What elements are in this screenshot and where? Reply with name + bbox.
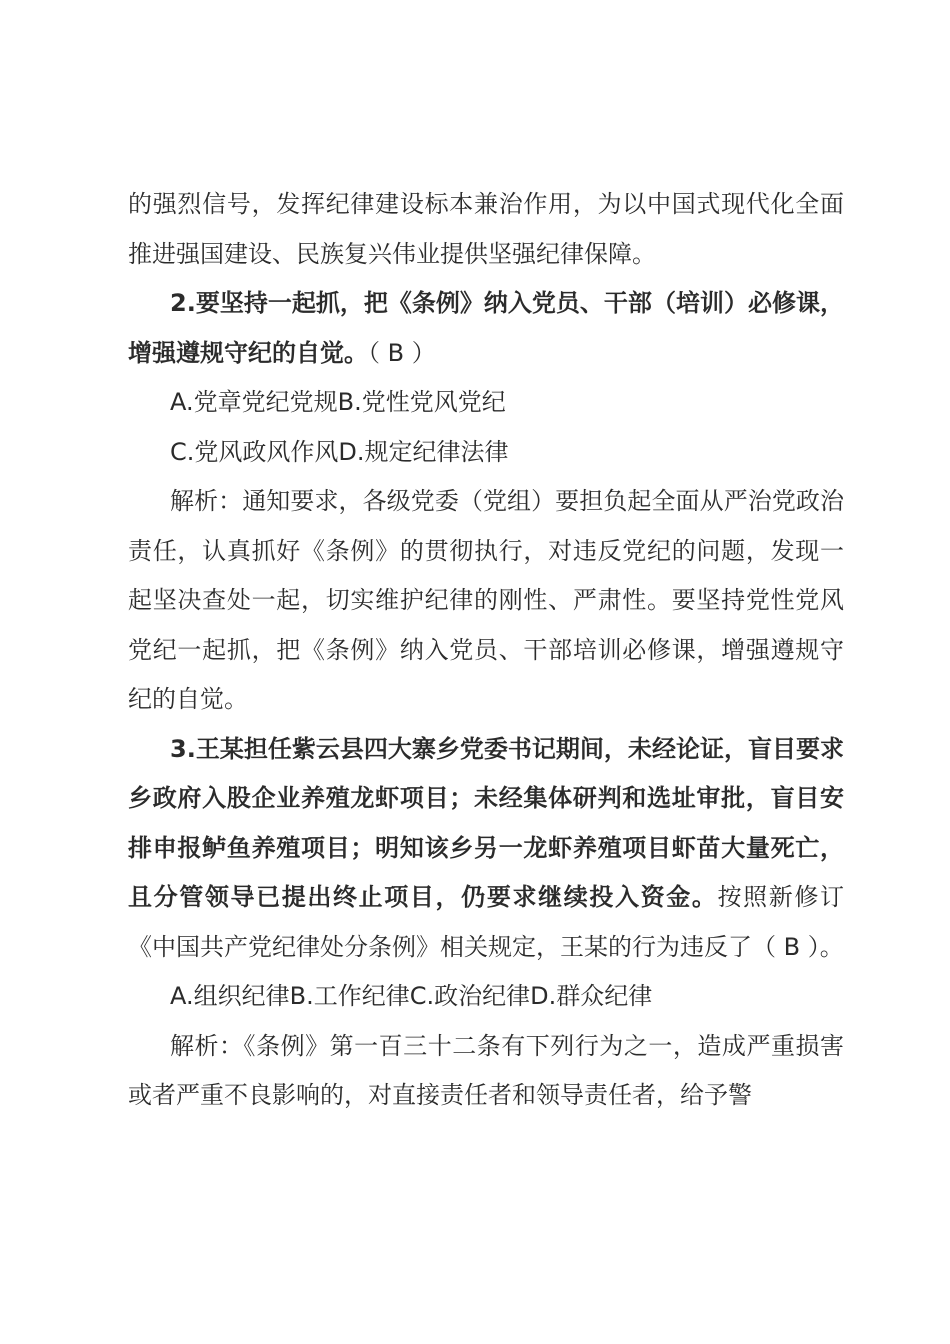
question-3-analysis: 解析：《条例》第一百三十二条有下列行为之一，造成严重损害或者严重不良影响的，对直接责任者和领导责任者，给予警 [128,1031,844,1109]
document-page [128,180,844,1121]
question-2-options-line-1: A.党章党纪党规B.党性党风党纪 [170,388,506,416]
question-2-text: 2.要坚持一起抓，把《条例》纳入党员、干部（培训）必修课，增强遵规守纪的自觉。 [128,289,844,367]
question-2-answer: （ B ） [368,338,436,367]
question-3-options: A.组织纪律B.工作纪律C.政治纪律D.群众纪律 [170,982,653,1010]
question-3-text: 3.王某担任紫云县四大寨乡党委书记期间，未经论证，盲目要求乡政府入股企业养殖龙虾项目；未经集体研判和选址审批，盲目安排申报鲈鱼养殖项目；明知该乡另一龙虾养殖项目虾苗大量死亡，且分管领导已提出终止项目，仍要求继续投入资金。 [128,734,844,911]
question-2-options-line-2: C.党风政风作风D.规定纪律法律 [170,437,509,466]
question-3-stem-tail: 按照新修订《中国共产党纪律处分条例》相关规定，王某的行为违反了（ B ）。 [128,883,845,961]
question-2-stem [128,279,844,378]
question-3-stem [128,725,844,973]
question-2-analysis: 解析：通知要求，各级党委（党组）要担负起全面从严治党政治责任，认真抓好《条例》的贯彻执行，对违反党纪的问题，发现一起坚决查处一起，切实维护纪律的刚性、严肃性。要坚持党性党风党纪一起抓，把《条例》纳入党员、干部培训必修课，增强遵规守纪的自觉。 [128,487,844,713]
continuation-paragraph: 的强烈信号，发挥纪律建设标本兼治作用，为以中国式现代化全面推进强国建设、民族复兴伟业提供坚强纪律保障。 [128,190,844,268]
